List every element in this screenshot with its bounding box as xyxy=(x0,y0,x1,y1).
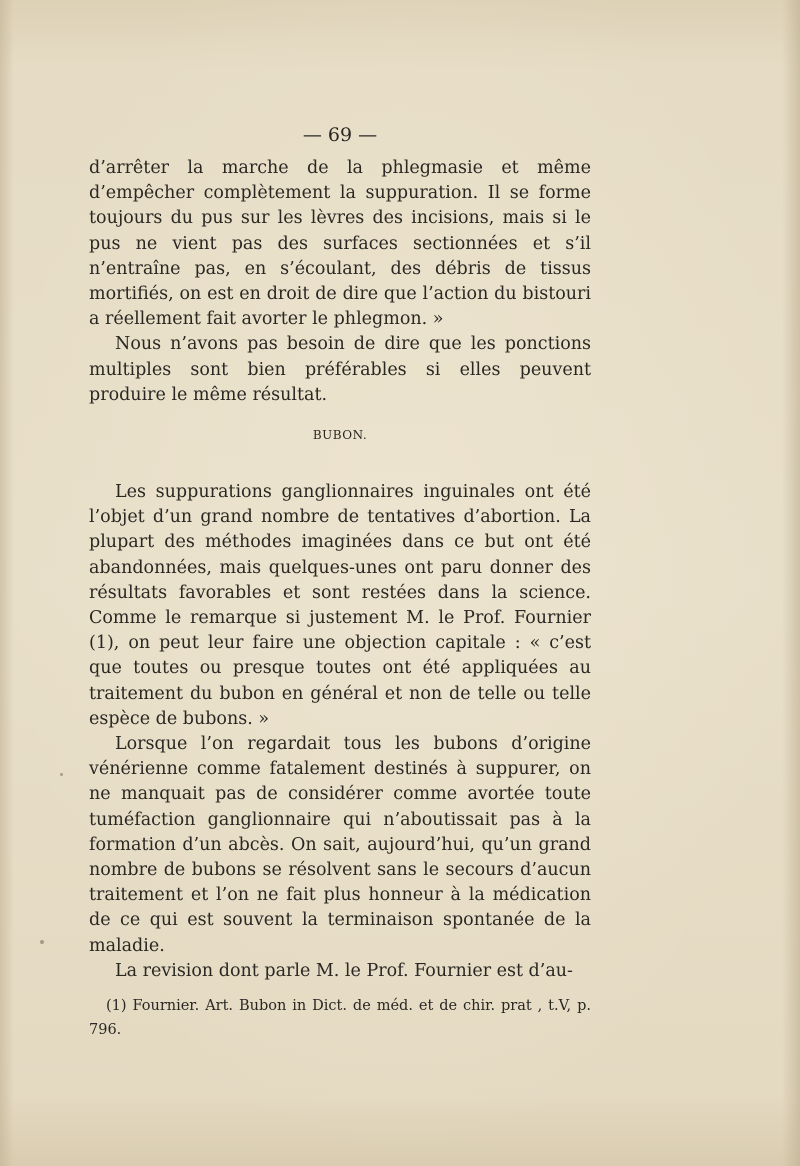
paragraph: Lorsque l’on regardait tous les bubons d’origine vénérienne comme fatalement destinés à suppurer, on ne manquait pas de considérer comme avortée toute tuméfaction ganglionnaire qui n’aboutissait pas à la formation d’un abcès. On sait, aujourd’hui, qu’un grand nombre de bubons se résolvent sans le secours d’aucun traitement et l’on ne fait plus honneur à la médication de ce qui est souvent la terminaison spontanée de la maladie. xyxy=(89,734,591,956)
page-edge-shadow-right xyxy=(782,0,800,1166)
text-block-top xyxy=(89,156,591,408)
text-block-bubon xyxy=(89,480,591,984)
paragraph: d’arrêter la marche de la phlegmasie et même d’empêcher complètement la suppuration. Il se forme toujours du pus sur les lèvres des incisions, mais si le pus ne vient pas des surfaces sectionnées et s’il n’entraîne pas, en s’écoulant, des débris de tissus mortifiés, on est en droit de dire que l’action du bistouri a réellement fait avorter le phlegmon. » xyxy=(89,158,591,330)
ink-speck xyxy=(60,773,63,776)
paragraph: Les suppurations ganglionnaires inguinales ont été l’objet d’un grand nombre de tentatives d’abortion. La plupart des méthodes imaginées dans ce but ont été abandonnées, mais quelques-unes ont paru donner des résultats favorables et sont restées dans la science. Comme le remarque si justement M. le Prof. Fournier (1), on peut leur faire une objection capitale : « c’est que toutes ou presque toutes ont été appliquées au traitement du bubon en général et non de telle ou telle espèce de bubons. » xyxy=(89,482,591,729)
footnote-text: (1) Fournier. Art. Bubon in Dict. de méd. et de chir. prat , t.V, p. 796. xyxy=(89,998,591,1038)
ink-speck xyxy=(40,940,44,944)
section-heading: BUBON. xyxy=(312,428,368,442)
footnote xyxy=(89,994,591,1042)
page-number: — 69 — xyxy=(302,124,378,146)
page-edge-shadow-left xyxy=(0,0,14,1166)
paragraph: La revision dont parle M. le Prof. Fournier est d’au- xyxy=(115,960,573,981)
paragraph: Nous n’avons pas besoin de dire que les ponctions multiples sont bien préférables si elles peuvent produire le même résultat. xyxy=(89,334,591,405)
